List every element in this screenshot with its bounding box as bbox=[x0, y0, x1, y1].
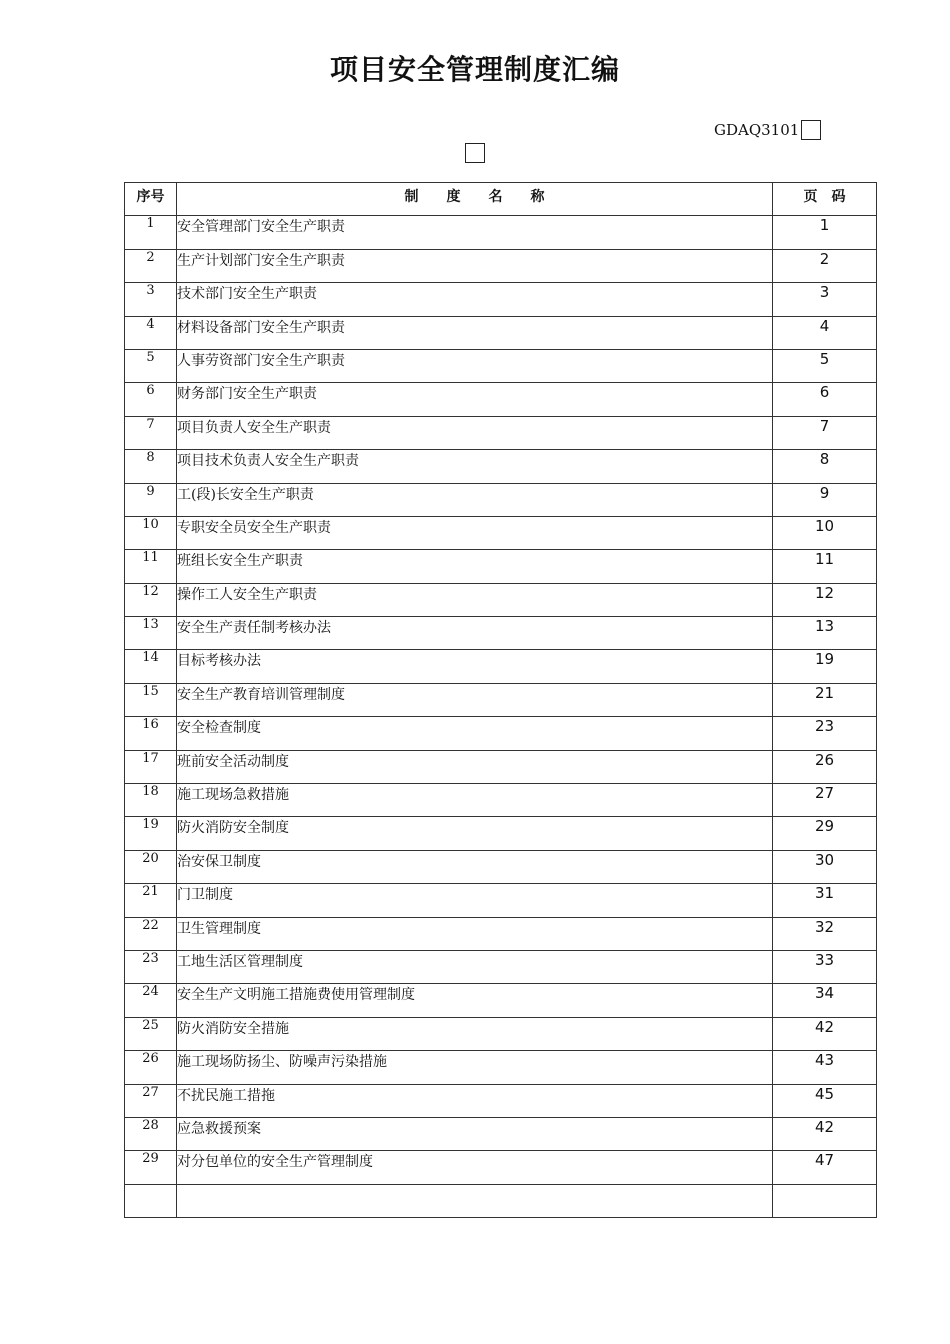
table-row bbox=[125, 316, 877, 349]
row-title: 安全检查制度 bbox=[177, 717, 773, 750]
header-name: 制 度 名 称 bbox=[177, 183, 773, 216]
table-row bbox=[125, 583, 877, 616]
row-page: 6 bbox=[773, 383, 877, 416]
table-row bbox=[125, 249, 877, 282]
checkbox-square bbox=[801, 120, 821, 140]
row-number: 28 bbox=[125, 1117, 177, 1150]
row-page: 9 bbox=[773, 483, 877, 516]
row-title: 防火消防安全制度 bbox=[177, 817, 773, 850]
row-page: 29 bbox=[773, 817, 877, 850]
row-page: 23 bbox=[773, 717, 877, 750]
header-no: 序号 bbox=[125, 183, 177, 216]
row-page: 7 bbox=[773, 416, 877, 449]
row-title: 操作工人安全生产职责 bbox=[177, 583, 773, 616]
row-page: 5 bbox=[773, 349, 877, 382]
table-row bbox=[125, 917, 877, 950]
table-row bbox=[125, 1084, 877, 1117]
table-row bbox=[125, 817, 877, 850]
table-row bbox=[125, 784, 877, 817]
row-title: 防火消防安全措施 bbox=[177, 1017, 773, 1050]
table-row bbox=[125, 617, 877, 650]
row-title: 生产计划部门安全生产职责 bbox=[177, 249, 773, 282]
row-page: 30 bbox=[773, 850, 877, 883]
row-page: 42 bbox=[773, 1117, 877, 1150]
row-title: 工地生活区管理制度 bbox=[177, 950, 773, 983]
row-title: 卫生管理制度 bbox=[177, 917, 773, 950]
row-page bbox=[773, 1184, 877, 1217]
row-number: 7 bbox=[125, 416, 177, 449]
row-page: 8 bbox=[773, 450, 877, 483]
row-title: 应急救援预案 bbox=[177, 1117, 773, 1150]
row-page: 32 bbox=[773, 917, 877, 950]
table-row bbox=[125, 283, 877, 316]
row-page: 13 bbox=[773, 617, 877, 650]
table-row bbox=[125, 416, 877, 449]
table-row bbox=[125, 1184, 877, 1217]
row-page: 26 bbox=[773, 750, 877, 783]
table-row bbox=[125, 650, 877, 683]
row-page: 19 bbox=[773, 650, 877, 683]
row-number: 4 bbox=[125, 316, 177, 349]
row-page: 47 bbox=[773, 1151, 877, 1184]
row-page: 11 bbox=[773, 550, 877, 583]
toc-table bbox=[124, 182, 877, 1218]
table-row bbox=[125, 984, 877, 1017]
row-number: 19 bbox=[125, 817, 177, 850]
row-page: 43 bbox=[773, 1051, 877, 1084]
row-page: 42 bbox=[773, 1017, 877, 1050]
row-title: 班组长安全生产职责 bbox=[177, 550, 773, 583]
row-title: 班前安全活动制度 bbox=[177, 750, 773, 783]
row-number: 3 bbox=[125, 283, 177, 316]
table-row bbox=[125, 550, 877, 583]
row-title: 工(段)长安全生产职责 bbox=[177, 483, 773, 516]
row-number: 25 bbox=[125, 1017, 177, 1050]
row-number: 21 bbox=[125, 884, 177, 917]
document-title: 项目安全管理制度汇编 bbox=[329, 53, 620, 86]
row-title: 财务部门安全生产职责 bbox=[177, 383, 773, 416]
row-title: 目标考核办法 bbox=[177, 650, 773, 683]
row-number: 8 bbox=[125, 450, 177, 483]
row-number: 17 bbox=[125, 750, 177, 783]
row-number: 11 bbox=[125, 550, 177, 583]
row-page: 21 bbox=[773, 683, 877, 716]
row-title: 不扰民施工措拖 bbox=[177, 1084, 773, 1117]
row-title: 安全生产责任制考核办法 bbox=[177, 617, 773, 650]
table-row bbox=[125, 884, 877, 917]
row-title: 治安保卫制度 bbox=[177, 850, 773, 883]
row-number: 26 bbox=[125, 1051, 177, 1084]
row-number: 2 bbox=[125, 249, 177, 282]
row-number: 22 bbox=[125, 917, 177, 950]
row-title: 人事劳资部门安全生产职责 bbox=[177, 349, 773, 382]
row-title: 安全管理部门安全生产职责 bbox=[177, 216, 773, 249]
row-number: 15 bbox=[125, 683, 177, 716]
table-row bbox=[125, 717, 877, 750]
row-number: 20 bbox=[125, 850, 177, 883]
row-number: 10 bbox=[125, 516, 177, 549]
row-title: 施工现场防扬尘、防噪声污染措施 bbox=[177, 1051, 773, 1084]
table-row bbox=[125, 750, 877, 783]
row-title: 材料设备部门安全生产职责 bbox=[177, 316, 773, 349]
row-number: 9 bbox=[125, 483, 177, 516]
table-row bbox=[125, 683, 877, 716]
table-row bbox=[125, 950, 877, 983]
row-number: 6 bbox=[125, 383, 177, 416]
row-number: 13 bbox=[125, 617, 177, 650]
row-number: 14 bbox=[125, 650, 177, 683]
row-number: 18 bbox=[125, 784, 177, 817]
row-page: 45 bbox=[773, 1084, 877, 1117]
row-page: 31 bbox=[773, 884, 877, 917]
table-row bbox=[125, 1151, 877, 1184]
row-page: 1 bbox=[773, 216, 877, 249]
table-row bbox=[125, 1117, 877, 1150]
row-page: 4 bbox=[773, 316, 877, 349]
table-row bbox=[125, 383, 877, 416]
row-number: 5 bbox=[125, 349, 177, 382]
table-row bbox=[125, 450, 877, 483]
row-page: 33 bbox=[773, 950, 877, 983]
row-page: 34 bbox=[773, 984, 877, 1017]
row-title bbox=[177, 1184, 773, 1217]
row-title: 安全生产文明施工措施费使用管理制度 bbox=[177, 984, 773, 1017]
row-number bbox=[125, 1184, 177, 1217]
row-title: 技术部门安全生产职责 bbox=[177, 283, 773, 316]
row-title: 安全生产教育培训管理制度 bbox=[177, 683, 773, 716]
row-page: 10 bbox=[773, 516, 877, 549]
row-title: 对分包单位的安全生产管理制度 bbox=[177, 1151, 773, 1184]
row-number: 27 bbox=[125, 1084, 177, 1117]
table-row bbox=[125, 1051, 877, 1084]
row-title: 门卫制度 bbox=[177, 884, 773, 917]
row-title: 专职安全员安全生产职责 bbox=[177, 516, 773, 549]
row-title: 施工现场急救措施 bbox=[177, 784, 773, 817]
row-page: 27 bbox=[773, 784, 877, 817]
row-page: 12 bbox=[773, 583, 877, 616]
table-row bbox=[125, 850, 877, 883]
header-page: 页 码 bbox=[773, 183, 877, 216]
row-number: 29 bbox=[125, 1151, 177, 1184]
row-title: 项目负责人安全生产职责 bbox=[177, 416, 773, 449]
blank-square bbox=[465, 143, 485, 163]
table-row bbox=[125, 349, 877, 382]
document-code bbox=[714, 118, 821, 142]
row-page: 2 bbox=[773, 249, 877, 282]
toc-body bbox=[125, 216, 877, 1218]
row-title: 项目技术负责人安全生产职责 bbox=[177, 450, 773, 483]
document-code-text: GDAQ3101 bbox=[714, 121, 800, 139]
row-number: 24 bbox=[125, 984, 177, 1017]
toc-header-row bbox=[125, 183, 877, 216]
table-row bbox=[125, 1017, 877, 1050]
row-number: 16 bbox=[125, 717, 177, 750]
row-page: 3 bbox=[773, 283, 877, 316]
table-row bbox=[125, 216, 877, 249]
table-row bbox=[125, 516, 877, 549]
table-row bbox=[125, 483, 877, 516]
row-number: 23 bbox=[125, 950, 177, 983]
row-number: 12 bbox=[125, 583, 177, 616]
row-number: 1 bbox=[125, 216, 177, 249]
